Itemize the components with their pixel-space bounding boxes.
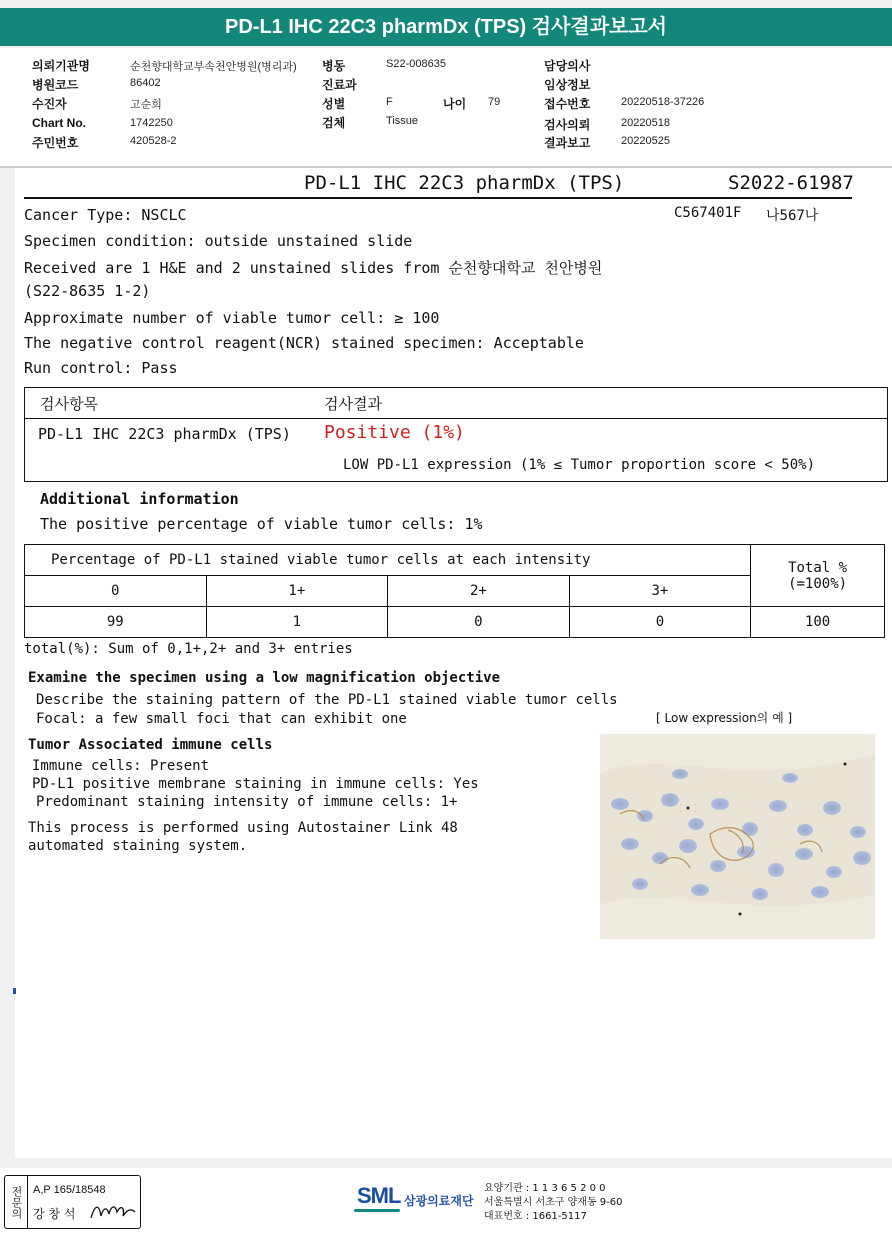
total-note: total(%): Sum of 0,1+,2+ and 3+ entries [24, 641, 353, 657]
code-right: 나567나 [766, 208, 819, 224]
value-sex: F [386, 96, 393, 108]
label-age: 나이 [443, 97, 467, 111]
process-line-1: This process is performed using Autostainer Link 48 [28, 820, 458, 836]
value-hospital-code: 86402 [130, 77, 161, 89]
label-department: 진료과 [322, 78, 357, 92]
label-specimen: 검체 [322, 116, 346, 130]
label-doctor: 담당의사 [544, 59, 591, 73]
line-viable-cells: Approximate number of viable tumor cell: ≥ 100 [24, 309, 440, 327]
additional-line: The positive percentage of viable tumor cells: 1% [40, 515, 483, 533]
value-resident-no: 420528-2 [130, 135, 177, 147]
intensity-table-header: Percentage of PD-L1 stained viable tumor cells at each intensity [25, 545, 751, 576]
value-institution: 순천향대학교부속천안병원(병리과) [130, 61, 297, 73]
result-col-result: 검사결과 [324, 395, 382, 413]
stamp-line-1: A,P 165/18548 [33, 1184, 106, 1196]
examine-heading: Examine the specimen using a low magnification objective [28, 670, 501, 686]
label-report-date: 결과보고 [544, 136, 591, 150]
code-left: C567401F [674, 205, 742, 221]
value-request-date: 20220518 [621, 117, 670, 129]
value-age: 79 [488, 96, 501, 108]
stamp-label: 전문의 [5, 1176, 28, 1228]
label-hospital-code: 병원코드 [32, 78, 79, 92]
line-specimen-condition: Specimen condition: outside unstained slide [24, 232, 413, 250]
label-receipt-no: 접수번호 [544, 97, 591, 111]
immune-heading: Tumor Associated immune cells [28, 737, 273, 753]
value-0: 99 [25, 607, 207, 638]
org-info-line-3: 대표번호 : 1661-5117 [484, 1211, 587, 1222]
process-line-2: automated staining system. [28, 838, 248, 854]
org-info [484, 1182, 623, 1224]
value-2plus: 0 [388, 607, 570, 638]
value-ward: S22-008635 [386, 58, 446, 70]
heading-rule [24, 197, 852, 199]
value-chart-no: 1742250 [130, 117, 173, 129]
patient-header [0, 48, 892, 168]
value-receipt-no: 20220518-37226 [621, 96, 705, 108]
total-subheader: (=100%) [788, 575, 848, 592]
total-header-cell [751, 545, 885, 607]
intensity-table [24, 544, 885, 638]
result-item: PD-L1 IHC 22C3 pharmDx (TPS) [38, 425, 291, 443]
report-heading: PD-L1 IHC 22C3 pharmDx (TPS) [304, 172, 625, 194]
additional-heading: Additional information [40, 490, 239, 508]
signature-stamp [4, 1175, 141, 1229]
report-title: PD-L1 IHC 22C3 pharmDx (TPS) 검사결과보고서 [0, 8, 892, 46]
line-run-control: Run control: Pass [24, 359, 178, 377]
line-cancer-type: Cancer Type: NSCLC [24, 206, 187, 224]
line-received: Received are 1 H&E and 2 unstained slides from 순천향대학교 천안병원 [24, 259, 603, 277]
result-note: LOW PD-L1 expression (1% ≤ Tumor proportion score < 50%) [343, 457, 816, 473]
report-id: S2022-61987 [728, 172, 854, 194]
image-caption: [ Low expression의 예 ] [656, 711, 793, 725]
sml-logo: SML [357, 1183, 401, 1208]
margin-mark [13, 988, 16, 994]
intensity-2plus: 2+ [388, 576, 570, 607]
result-table-divider [25, 418, 887, 419]
label-patient: 수진자 [32, 97, 67, 111]
value-3plus: 0 [569, 607, 751, 638]
org-name: 삼광의료재단 [404, 1194, 474, 1208]
immune-line-3: Predominant staining intensity of immune cells: 1+ [36, 794, 458, 810]
immune-line-2: PD-L1 positive membrane staining in immune cells: Yes [32, 776, 479, 792]
org-info-line-1: 요양기관 : 1 1 3 6 5 2 0 0 [484, 1183, 606, 1194]
intensity-0: 0 [25, 576, 207, 607]
intensity-1plus: 1+ [206, 576, 388, 607]
label-request-date: 검사의뢰 [544, 118, 591, 132]
micrograph-illustration [600, 734, 875, 939]
immune-line-1: Immune cells: Present [32, 758, 210, 774]
value-report-date: 20220525 [621, 135, 670, 147]
value-specimen: Tissue [386, 115, 418, 127]
label-sex: 성별 [322, 97, 346, 111]
result-value: Positive (1%) [324, 422, 465, 443]
line-ncr: The negative control reagent(NCR) stained specimen: Acceptable [24, 334, 584, 352]
micrograph-image [600, 734, 875, 939]
value-total: 100 [751, 607, 885, 638]
line-slide-id: (S22-8635 1-2) [24, 282, 151, 300]
result-col-item: 검사항목 [40, 395, 98, 413]
label-chart-no: Chart No. [32, 116, 86, 130]
label-resident-no: 주민번호 [32, 136, 79, 150]
examine-line-2: Focal: a few small foci that can exhibit one [36, 711, 407, 727]
logo-swoosh [354, 1209, 400, 1212]
intensity-3plus: 3+ [569, 576, 751, 607]
org-info-line-2: 서울특별시 서초구 양재동 9-60 [484, 1197, 623, 1208]
label-ward: 병동 [322, 59, 346, 73]
value-1plus: 1 [206, 607, 388, 638]
value-patient: 고순희 [130, 99, 162, 111]
label-clinical-info: 임상정보 [544, 78, 591, 92]
examine-line-1: Describe the staining pattern of the PD-L1 stained viable tumor cells [36, 692, 618, 708]
total-header: Total % [788, 559, 848, 576]
handwritten-signature [89, 1200, 137, 1222]
stamp-line-2: 강 창 석 [33, 1207, 76, 1221]
label-institution: 의뢰기관명 [32, 59, 90, 73]
